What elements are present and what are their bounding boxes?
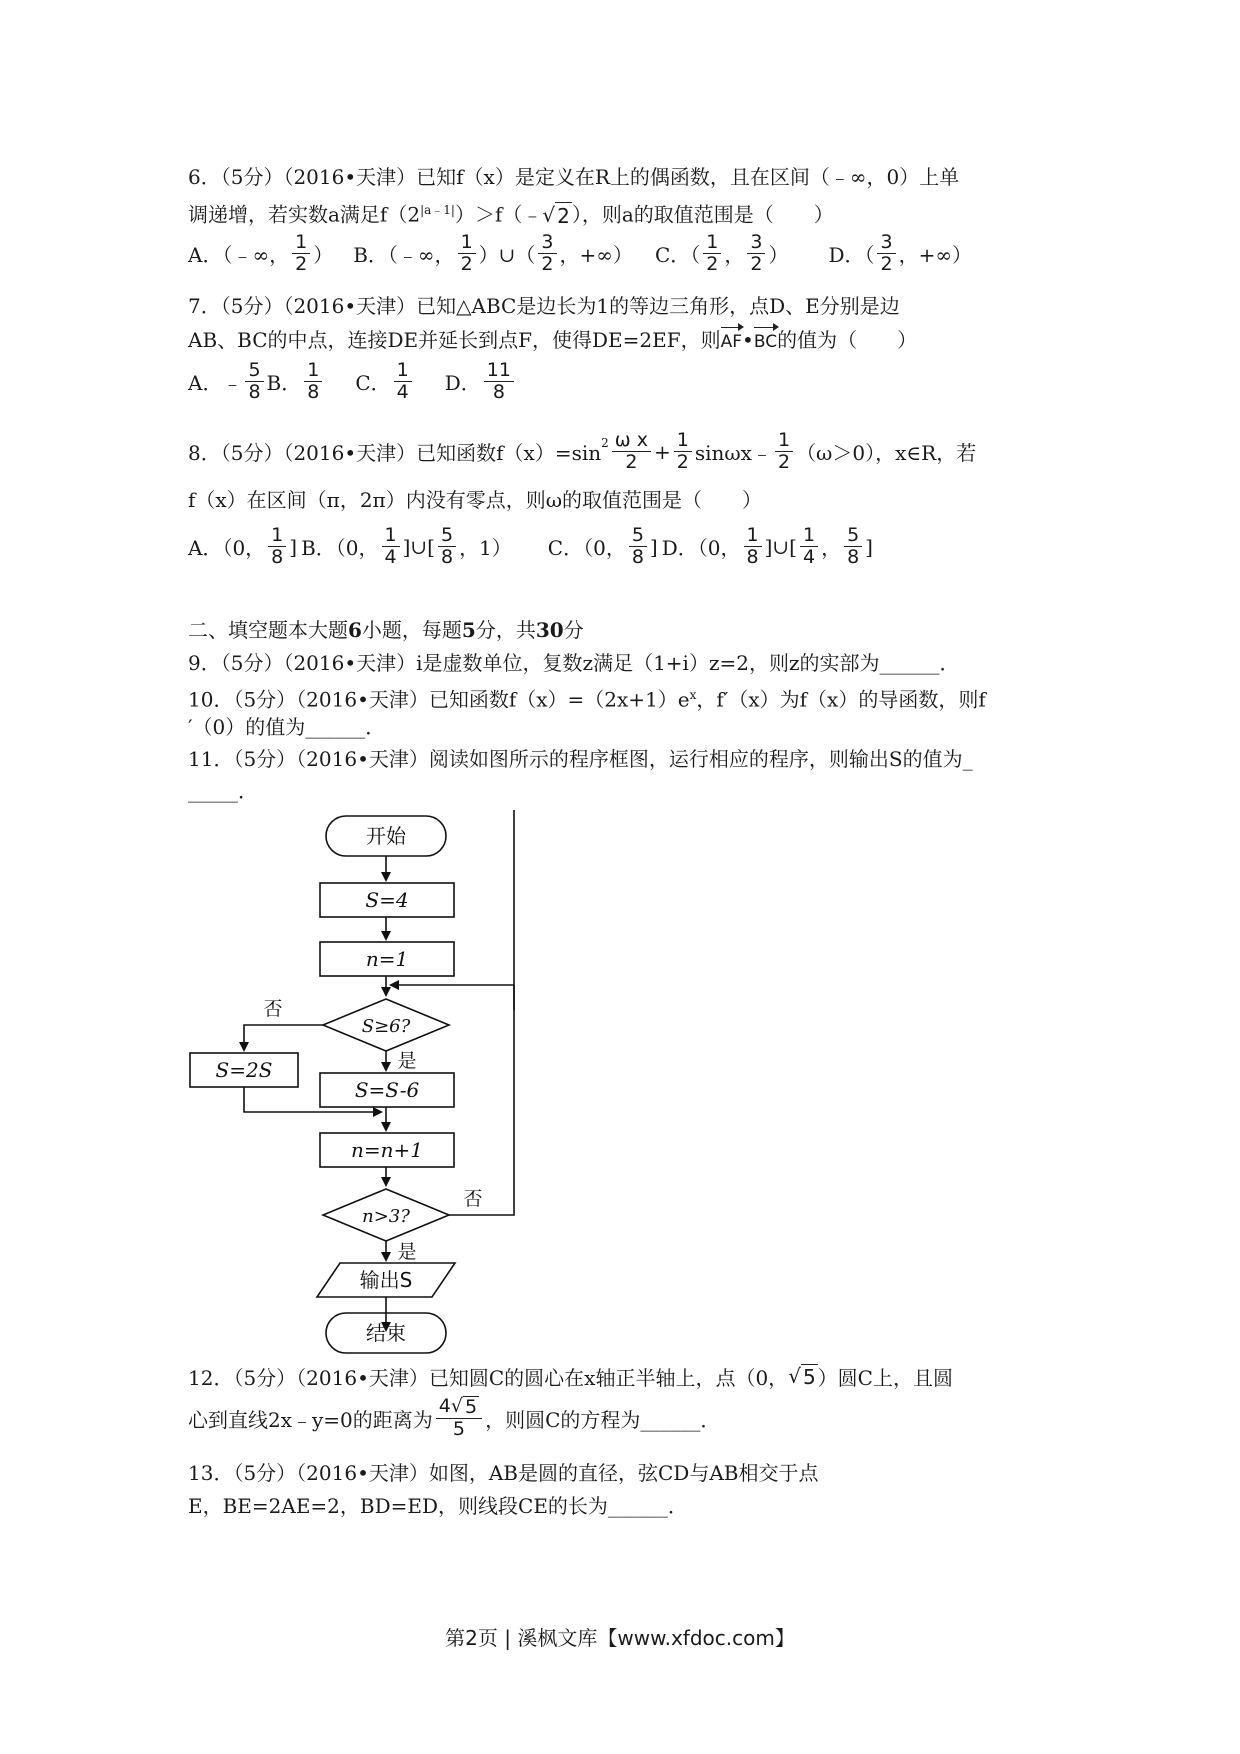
q6-opt-d-post: ，+∞） (898, 243, 972, 267)
fraction: $\frac{1}{2}$ (292, 232, 310, 275)
fraction: $\frac{1}{8}$ (304, 360, 322, 403)
flowchart (185, 810, 535, 1355)
q6-line2 (188, 197, 834, 229)
fraction: $\frac{1}{4}$ (382, 525, 400, 568)
output-label: 输出S (359, 1268, 413, 1292)
ss6-label: S=S-6 (354, 1078, 420, 1102)
q7-opt-c-label: C． (355, 371, 391, 395)
q7-line1: 7．（5分）（2016•天津）已知△ABC是边长为1的等边三角形，点D、E分别是边 (188, 294, 900, 318)
dot: • (742, 328, 754, 352)
q8-opt-a-label: A．（0， (188, 536, 266, 560)
q8-line1 (188, 430, 976, 473)
fraction: $\frac{3}{2}$ (877, 232, 895, 275)
q6-opt-d-label: D．（ (828, 243, 875, 267)
fraction: $\frac{\text{ω x}}{2}$ (612, 430, 651, 473)
q6-options (188, 232, 972, 275)
q8-text-b: sinωx﹣ (694, 441, 772, 465)
fraction: $\frac{5}{8}$ (245, 360, 263, 403)
nn1-label: n=n+1 (350, 1138, 424, 1162)
q12-line2: 心到直线2x﹣y=0的距离为 4 √ 5 5 ，则圆C的方程为______． (188, 1395, 721, 1440)
q10-line2: ′（0）的值为______． (188, 715, 386, 739)
fraction: $\frac{11}{8}$ (484, 360, 514, 403)
q11-line2: _____． (188, 779, 258, 803)
end-label: 结束 (366, 1321, 406, 1345)
sqrt-5: √ 5 (788, 1364, 816, 1389)
q6-opt-a-post: ） (313, 243, 334, 267)
q8-text-c: （ω＞0），x∈R，若 (796, 441, 977, 465)
q8-opt-b-mid: ]∪[ (402, 534, 435, 559)
q9-line: 9．（5分）（2016•天津）i是虚数单位，复数z满足（1+i）z=2，则z的实部为______． (188, 651, 960, 675)
fraction: $\frac{3}{2}$ (538, 232, 556, 275)
s2s-label: S=2S (215, 1058, 273, 1082)
q6-opt-c-label: C．（ (654, 243, 701, 267)
q7-opt-a-label: A．﹣ (188, 371, 243, 395)
start-label: 开始 (366, 824, 406, 848)
q8-opt-d-mid: ]∪[ (764, 534, 797, 559)
q8-opt-d-label: D．（0， (661, 536, 741, 560)
q13-line1: 13．（5分）（2016•天津）如图，AB是圆的直径，弦CD与AB相交于点 (188, 1461, 819, 1485)
q10-line1: 10．（5分）（2016•天津）已知函数$f(x)=(2x+1)e^x$，f′（x）为f（x）的导函数，则f (188, 687, 986, 712)
cond2-label: n>3? (362, 1206, 410, 1227)
page-footer: 第2页 | 溪枫文库【www.xfdoc.com】 (445, 1626, 795, 1650)
cond1-label: S≥6? (361, 1016, 411, 1037)
vector-af: AF (721, 329, 742, 355)
fraction: $\frac{1}{2}$ (458, 232, 476, 275)
fraction: $\frac{1}{2}$ (674, 430, 692, 473)
fraction: 4 √ 5 5 (436, 1396, 482, 1440)
q6-line1: 6．（5分）（2016•天津）已知f（x）是定义在R上的偶函数，且在区间（﹣∞，0）上单 (188, 165, 960, 189)
q8-opt-b-label: B．（0， (301, 536, 379, 560)
n1-label: n=1 (365, 947, 409, 971)
no2-label: 否 (463, 1188, 483, 1210)
q11-line1: 11．（5分）（2016•天津）阅读如图所示的程序框图，运行相应的程序，则输出S的值为_ (188, 747, 973, 771)
q8-sup: 2 (601, 436, 609, 450)
q13-line2: E，BE=2AE=2，BD=ED，则线段CE的长为______． (188, 1494, 688, 1518)
q7-text-a: AB、BC的中点，连接DE并延长到点F，使得DE=2EF，则 (188, 328, 721, 352)
comma: ， (821, 536, 842, 560)
fraction: $\frac{1}{4}$ (800, 525, 818, 568)
section-2-heading: 二、填空题本大题6小题，每题5分，共30分 (188, 618, 584, 642)
q7-opt-b-label: B． (266, 371, 302, 395)
q8-opt-b-post: ，1） (459, 536, 512, 560)
q7-line2 (188, 327, 917, 355)
plus: + (653, 439, 671, 464)
q6-opt-b-post: ，+∞） (559, 243, 633, 267)
fraction: $\frac{1}{2}$ (775, 430, 793, 473)
fraction: $\frac{1}{2}$ (703, 232, 721, 275)
q6-opt-c-post: ） (768, 243, 789, 267)
q8-opt-a-post: ] (289, 534, 298, 559)
no1-label: 否 (263, 998, 283, 1020)
fraction: $\frac{1}{8}$ (744, 525, 762, 568)
q8-opt-d-post: ] (865, 534, 873, 559)
fraction: $\frac{5}{8}$ (438, 525, 456, 568)
q6-exponent: |a﹣1| (420, 203, 455, 217)
q6-opt-b-label: B．（﹣∞， (353, 243, 455, 267)
s4-label: S=4 (365, 888, 409, 912)
q12-line1: 12．（5分）（2016•天津）已知圆C的圆心在x轴正半轴上，点（0， √ 5 ）圆C上，且圆 (188, 1364, 953, 1390)
fraction: $\frac{5}{8}$ (629, 525, 647, 568)
q6-opt-a-label: A．（﹣∞， (188, 243, 290, 267)
sqrt-2: √ 2 (542, 202, 570, 228)
q7-opt-d-label: D． (444, 371, 481, 395)
q8-opt-c-post: ] (649, 534, 658, 559)
yes2-label: 是 (397, 1241, 417, 1263)
comma: ， (724, 243, 745, 267)
fraction: $\frac{5}{8}$ (844, 525, 862, 568)
fraction: $\frac{1}{4}$ (394, 360, 412, 403)
q8-opt-c-label: C．（0， (547, 536, 626, 560)
yes1-label: 是 (397, 1050, 417, 1072)
q6-opt-b-mid: ）∪（ (478, 243, 536, 267)
q6-text-b: ）＞f（﹣ (454, 202, 543, 227)
q7-text-b: 的值为（ ） (777, 328, 918, 352)
q7-options (188, 360, 517, 403)
vector-bc: BC (754, 329, 777, 355)
q8-line2: f（x）在区间（π，2π）内没有零点，则ω的取值范围是（ ） (188, 488, 763, 512)
q6-text-c: ），则a的取值范围是（ ） (571, 202, 834, 227)
q8-options (188, 525, 873, 568)
fraction: $\frac{1}{8}$ (268, 525, 286, 568)
q8-text-a: 8．（5分）（2016•天津）已知函数f（x）=sin (188, 441, 602, 465)
fraction: $\frac{3}{2}$ (747, 232, 765, 275)
q6-text-a: 调递增，若实数a满足f（2 (188, 202, 421, 227)
